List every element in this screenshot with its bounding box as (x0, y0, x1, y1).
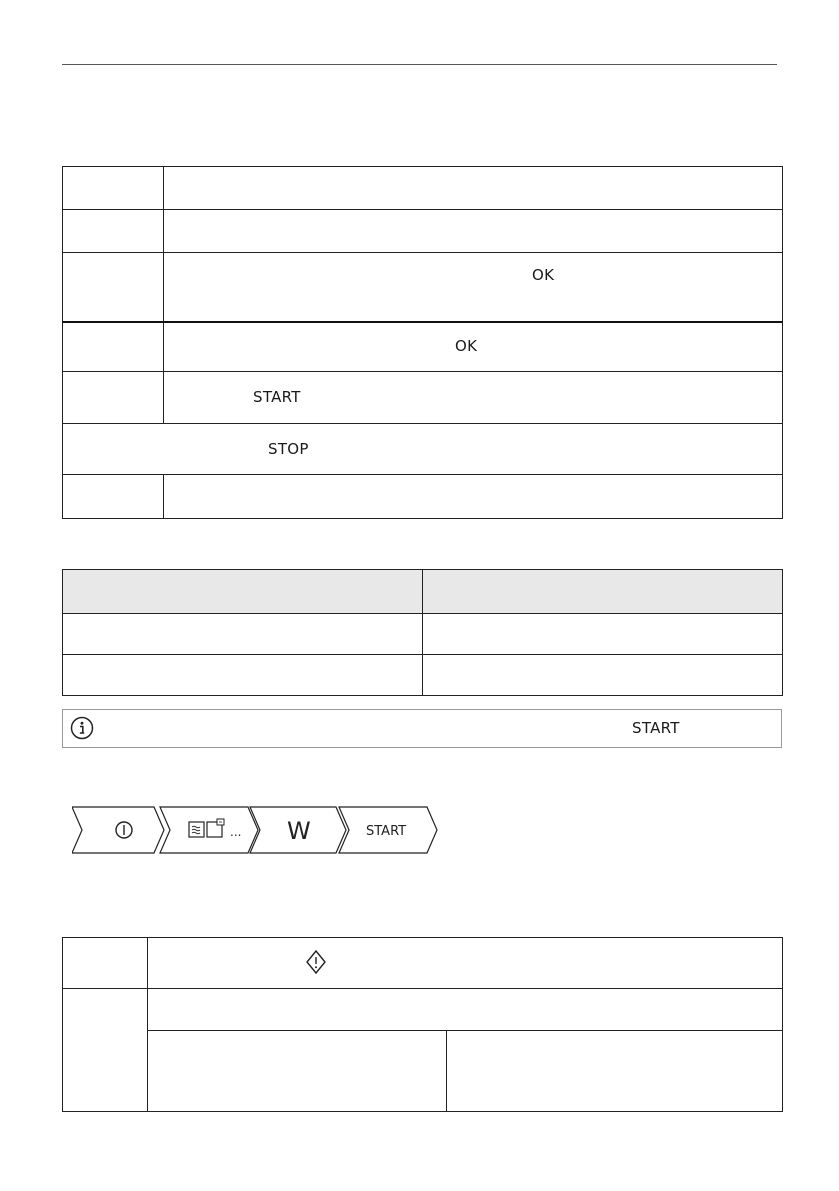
step-number-cell (63, 372, 164, 424)
table-cell (423, 655, 783, 696)
step-number-cell (63, 475, 164, 519)
step-number-cell (63, 989, 148, 1112)
step-number-cell (63, 253, 164, 322)
table-row (63, 475, 783, 519)
info-icon (70, 716, 94, 740)
step-text-cell (164, 372, 783, 424)
table-cell (63, 614, 423, 655)
step-chevron-1 (72, 807, 164, 853)
step-text-cell (164, 475, 783, 519)
table-row (63, 424, 783, 475)
table-cell (447, 1031, 783, 1112)
power-step-label: W (287, 817, 311, 845)
header-rule (62, 64, 777, 65)
step-number-cell (63, 167, 164, 210)
table-row (63, 322, 783, 372)
table-row (63, 210, 783, 253)
table-header-row (63, 570, 783, 614)
step-text-cell (164, 167, 783, 210)
step-number-cell (63, 322, 164, 372)
settings-table (62, 569, 783, 696)
full-width-cell (63, 424, 783, 475)
table-cell (63, 655, 423, 696)
table-row (63, 253, 783, 322)
more-functions-ellipsis: ... (230, 825, 242, 839)
ok-key-label: OK (532, 266, 555, 284)
column-header (63, 570, 423, 614)
step-text-cell (148, 938, 783, 989)
step-sequence (72, 806, 442, 854)
start-table (62, 937, 783, 1112)
start-key-label: START (632, 719, 680, 737)
step-text-cell (164, 322, 783, 372)
step-text-cell (164, 210, 783, 253)
step-text-cell (148, 989, 783, 1031)
stop-key-label: STOP (268, 440, 309, 458)
start-key-label: START (253, 388, 301, 406)
table-cell (423, 614, 783, 655)
start-step-label: START (366, 824, 407, 839)
table-row (63, 372, 783, 424)
table-row (63, 655, 783, 696)
table-row (63, 1031, 783, 1112)
step-chevron-2 (160, 807, 258, 853)
info-note (62, 709, 782, 748)
step-number-cell (63, 210, 164, 253)
table-row (63, 167, 783, 210)
table-row (63, 614, 783, 655)
steps-table (62, 166, 783, 519)
table-row (63, 938, 783, 989)
ok-key-label: OK (455, 336, 478, 355)
step-chevrons (72, 806, 442, 854)
start-diamond-icon (305, 949, 327, 975)
table-cell (148, 1031, 447, 1112)
step-number-cell (63, 938, 148, 989)
table-row (63, 989, 783, 1031)
step-text-cell (164, 253, 783, 322)
column-header (423, 570, 783, 614)
